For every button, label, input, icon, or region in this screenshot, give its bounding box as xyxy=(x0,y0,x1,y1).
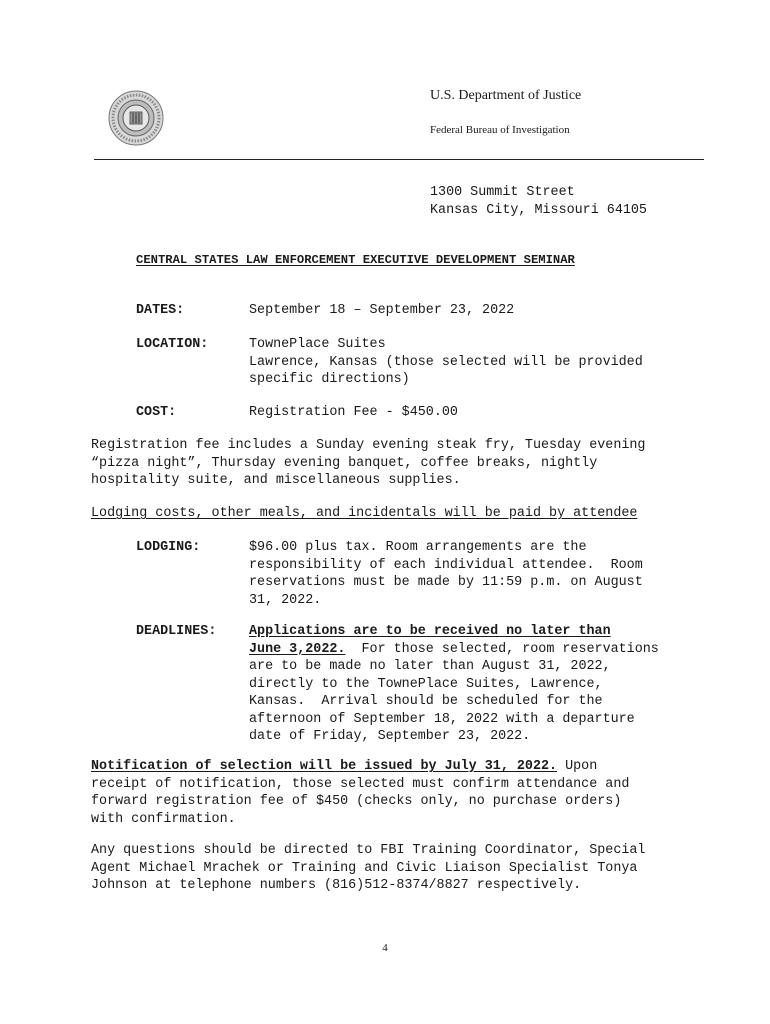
notification-paragraph xyxy=(91,758,691,828)
fee-paragraph xyxy=(91,437,691,490)
dates-label: DATES: xyxy=(136,303,185,318)
location-line: specific directions) xyxy=(249,372,410,387)
deadline-line: directly to the TownePlace Suites, Lawrence, xyxy=(249,676,603,692)
deadline-line: are to be made no later than August 31, 2022, xyxy=(249,659,611,674)
deadline-line: afternoon of September 18, 2022 with a departure xyxy=(249,711,635,727)
paragraph-line: “pizza night”, Thursday evening banquet, coffee breaks, nightly xyxy=(91,455,598,471)
lodging-line: 31, 2022. xyxy=(249,592,322,608)
lodging-note: Lodging costs, other meals, and incidentals will be paid by attendee xyxy=(91,506,638,521)
dates-value: September 18 – September 23, 2022 xyxy=(249,303,515,318)
deadline-line: date of Friday, September 23, 2022. xyxy=(249,729,531,744)
deadline-text: For those selected, room reservations xyxy=(345,641,659,657)
location-value xyxy=(249,336,689,389)
paragraph-line: forward registration fee of $450 (checks only, no purchase orders) xyxy=(91,794,622,809)
deadlines-value xyxy=(249,623,699,746)
paragraph-line: Registration fee includes a Sunday evening steak fry, Tuesday evening xyxy=(91,438,646,453)
paragraph-line: with confirmation. xyxy=(91,811,236,827)
department-name: U.S. Department of Justice xyxy=(430,88,582,103)
paragraph-line: hospitality suite, and miscellaneous supplies. xyxy=(91,473,461,488)
deadline-date: June 3,2022. xyxy=(249,641,346,657)
lodging-line: responsibility of each individual attendee. Room xyxy=(249,557,643,573)
deadline-line: Kansas. Arrival should be scheduled for the xyxy=(249,694,603,709)
office-address xyxy=(430,184,647,219)
cost-value: Registration Fee - $450.00 xyxy=(249,405,458,420)
paragraph-line: receipt of notification, those selected must confirm attendance and xyxy=(91,776,630,792)
lodging-label: LODGING: xyxy=(136,540,201,555)
questions-paragraph xyxy=(91,842,691,895)
cost-label: COST: xyxy=(136,405,177,420)
paragraph-line: Any questions should be directed to FBI Training Coordinator, Special xyxy=(91,843,646,858)
notification-emphasis: Notification of selection will be issued by July 31, 2022. xyxy=(91,759,558,774)
lodging-line: $96.00 plus tax. Room arrangements are the xyxy=(249,540,587,555)
fbi-seal-icon xyxy=(108,90,164,146)
address-line: 1300 Summit Street xyxy=(430,185,575,200)
paragraph-line: Johnson at telephone numbers (816)512-8374/8827 respectively. xyxy=(91,878,582,893)
header-divider xyxy=(94,159,704,160)
paragraph-line: Agent Michael Mrachek or Training and Civic Liaison Specialist Tonya xyxy=(91,860,638,876)
lodging-line: reservations must be made by 11:59 p.m. on August xyxy=(249,575,643,590)
location-label: LOCATION: xyxy=(136,337,209,352)
location-line: Lawrence, Kansas (those selected will be provided xyxy=(249,354,643,370)
notification-text: Upon xyxy=(557,759,598,774)
page-number: 4 xyxy=(382,942,388,954)
bureau-name: Federal Bureau of Investigation xyxy=(430,124,570,136)
deadlines-label: DEADLINES: xyxy=(136,624,217,639)
address-line: Kansas City, Missouri 64105 xyxy=(430,202,647,218)
lodging-value xyxy=(249,539,689,609)
location-line: TownePlace Suites xyxy=(249,337,386,352)
seminar-title: CENTRAL STATES LAW ENFORCEMENT EXECUTIVE DEVELOPMENT SEMINAR xyxy=(136,253,575,267)
deadline-emphasis: Applications are to be received no later than xyxy=(249,624,611,639)
